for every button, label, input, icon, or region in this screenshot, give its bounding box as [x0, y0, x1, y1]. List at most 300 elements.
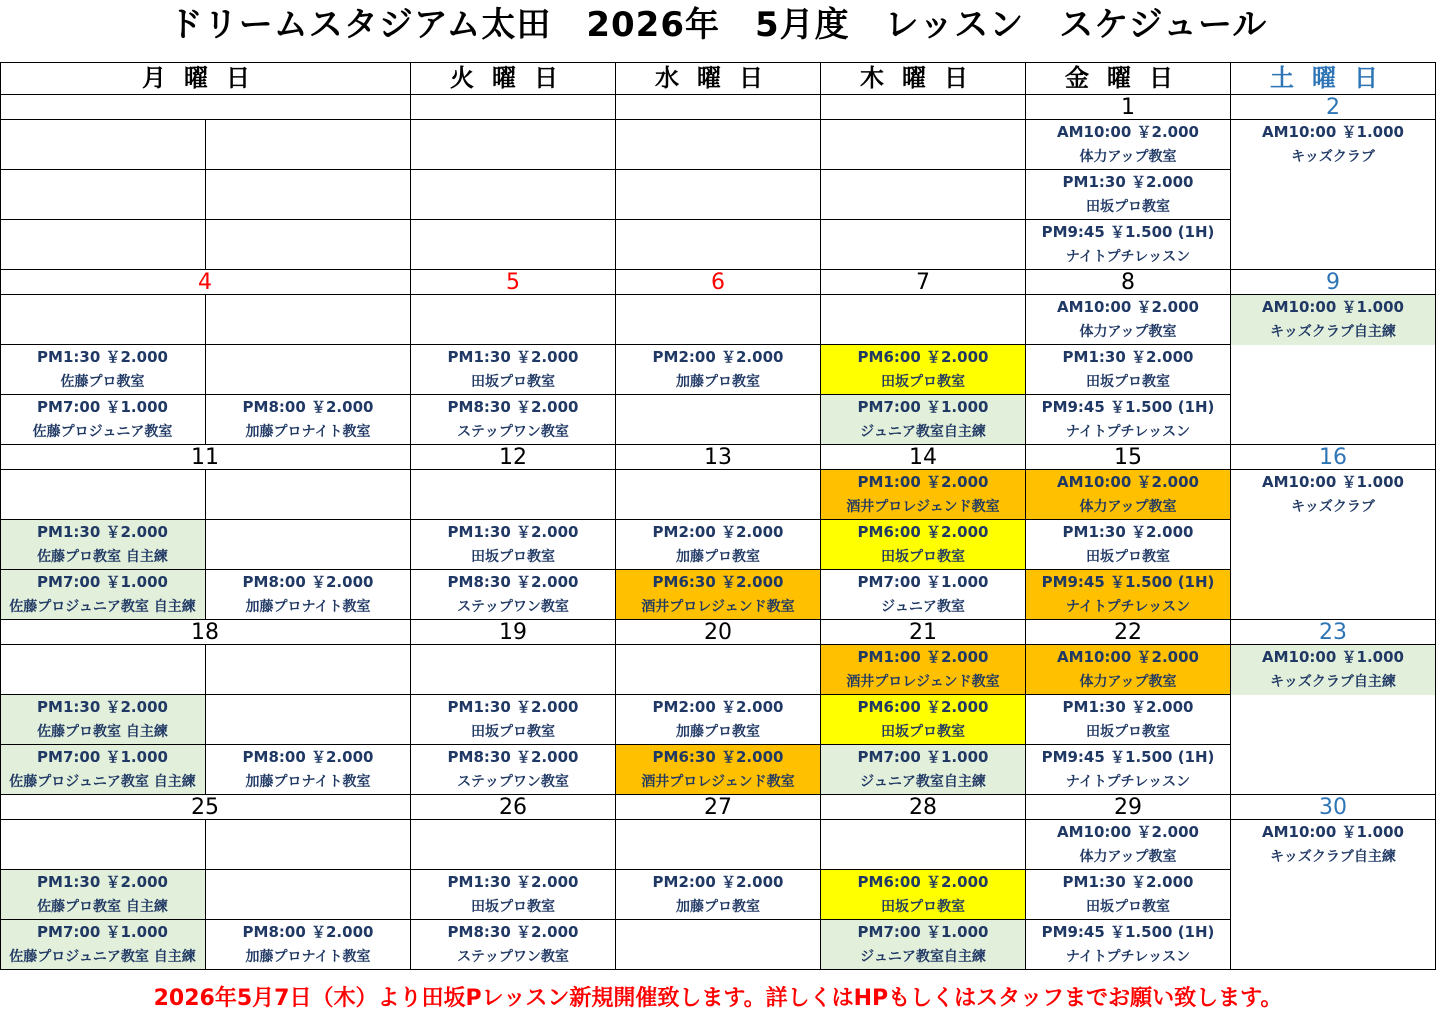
lesson-cell [616, 520, 821, 570]
lesson-name [0, 670, 205, 695]
lesson-cell [411, 345, 616, 395]
lesson-cell [1026, 570, 1231, 620]
lesson-name [206, 670, 410, 695]
lesson-cell [821, 570, 1026, 620]
lesson-name [206, 720, 410, 745]
lesson-time-price: AM10:00 ￥2.000 [1057, 648, 1199, 666]
lesson-name: キッズクラブ [1291, 499, 1375, 515]
lesson-time-price: AM10:00 ￥2.000 [1057, 823, 1199, 841]
lesson-name [821, 320, 1025, 345]
lesson-name [411, 195, 615, 220]
lesson-cell [616, 470, 821, 520]
lesson-cell [821, 345, 1026, 395]
lesson-name [206, 145, 410, 170]
lesson-name: 佐藤プロ教室 [60, 374, 145, 390]
lesson-name [0, 195, 205, 220]
lesson-cell [821, 220, 1026, 270]
lesson-name: 酒井プロレジェンド教室 [641, 774, 795, 790]
page-title: ドリームスタジアム太田 2026年 5月度 レッスン スケジュール [168, 5, 1268, 45]
lesson-name: 佐藤プロ教室 自主練 [37, 899, 168, 915]
weekday-header-3: 木曜日 [821, 62, 1026, 95]
lesson-name: ナイトプチレッスン [1065, 249, 1191, 265]
lesson-time-price: PM1:30 ￥2.000 [1062, 173, 1194, 191]
lesson-cell [616, 920, 821, 970]
lesson-cell [0, 120, 206, 170]
lesson-name: ナイトプチレッスン [1065, 599, 1191, 615]
lesson-time-price [1231, 345, 1435, 370]
lesson-time-price [1231, 920, 1435, 945]
weekday-header-4: 金曜日 [1026, 62, 1231, 95]
lesson-cell [206, 920, 411, 970]
lesson-time-price [1231, 570, 1435, 595]
lesson-name: 加藤プロナイト教室 [245, 949, 371, 965]
lesson-cell [1026, 220, 1231, 270]
lesson-time-price [206, 695, 410, 720]
lesson-name: 佐藤プロ教室 自主練 [37, 724, 168, 740]
lesson-name [206, 895, 410, 920]
lesson-cell [1231, 870, 1436, 920]
lesson-time-price: PM7:00 ￥1.000 [857, 748, 989, 766]
lesson-time-price [411, 295, 615, 320]
lesson-time-price: PM7:00 ￥1.000 [37, 748, 168, 766]
lesson-time-price: PM1:30 ￥2.000 [1062, 698, 1194, 716]
lesson-time-price: PM9:45 ￥1.500 (1H) [1041, 748, 1215, 766]
lesson-time-price [0, 295, 205, 320]
lesson-cell [206, 295, 411, 345]
lesson-cell [616, 345, 821, 395]
lesson-name: ステップワン教室 [457, 949, 569, 965]
day-number: 27 [616, 795, 821, 820]
lesson-time-price: PM8:30 ￥2.000 [447, 748, 579, 766]
lesson-cell [1231, 220, 1436, 270]
lesson-cell [1231, 645, 1436, 695]
weekday-header-2: 水曜日 [616, 62, 821, 95]
day-number: 15 [1026, 445, 1231, 470]
lesson-name: 佐藤プロジュニア教室 自主練 [9, 774, 196, 790]
lesson-cell [0, 820, 206, 870]
lesson-cell [0, 295, 206, 345]
lesson-cell [0, 345, 206, 395]
lesson-name: 加藤プロ教室 [676, 374, 760, 390]
lesson-cell [616, 820, 821, 870]
lesson-name: ジュニア教室自主練 [860, 774, 986, 790]
lesson-time-price: AM10:00 ￥2.000 [1057, 298, 1199, 316]
lesson-cell [1231, 920, 1436, 970]
lesson-cell [0, 395, 206, 445]
lesson-name [1231, 370, 1435, 395]
lesson-cell [1026, 870, 1231, 920]
lesson-cell [616, 395, 821, 445]
day-number: 8 [1026, 270, 1231, 295]
lesson-time-price: AM10:00 ￥1.000 [1262, 648, 1404, 666]
lesson-cell [1231, 695, 1436, 745]
lesson-cell [616, 645, 821, 695]
lesson-name [206, 320, 410, 345]
lesson-cell [821, 695, 1026, 745]
lesson-cell [206, 820, 411, 870]
footer-notice: 2026年5月7日（木）より田坂Pレッスン新規開催致します。詳しくはHPもしくはスタッフまでお願い致します。 [153, 986, 1283, 1011]
lesson-name [206, 845, 410, 870]
lesson-time-price [616, 470, 820, 495]
lesson-cell [0, 170, 206, 220]
lesson-time-price: PM1:30 ￥2.000 [37, 698, 168, 716]
day-number [821, 95, 1026, 120]
lesson-time-price: PM1:30 ￥2.000 [447, 873, 579, 891]
lesson-name: ジュニア教室自主練 [860, 424, 986, 440]
lesson-time-price: AM10:00 ￥1.000 [1262, 298, 1404, 316]
lesson-time-price [616, 220, 820, 245]
lesson-time-price [411, 820, 615, 845]
lesson-time-price [616, 645, 820, 670]
lesson-time-price [0, 170, 205, 195]
lesson-name: ナイトプチレッスン [1065, 774, 1191, 790]
lesson-time-price: PM6:00 ￥2.000 [857, 348, 989, 366]
day-number: 5 [411, 270, 616, 295]
lesson-time-price [206, 345, 410, 370]
lesson-name [1231, 545, 1435, 570]
lesson-cell [0, 470, 206, 520]
lesson-cell [616, 220, 821, 270]
lesson-time-price [206, 170, 410, 195]
lesson-cell [1231, 820, 1436, 870]
lesson-name: 佐藤プロジュニア教室 [32, 424, 173, 440]
lesson-cell [616, 295, 821, 345]
lesson-cell [206, 470, 411, 520]
lesson-name: 加藤プロナイト教室 [245, 599, 371, 615]
lesson-time-price: PM8:30 ￥2.000 [447, 573, 579, 591]
lesson-name [821, 145, 1025, 170]
lesson-name [616, 670, 820, 695]
lesson-cell [411, 920, 616, 970]
lesson-cell [821, 820, 1026, 870]
lesson-name [411, 245, 615, 270]
lesson-cell [411, 820, 616, 870]
lesson-time-price: AM10:00 ￥2.000 [1057, 473, 1199, 491]
day-number: 18 [0, 620, 411, 645]
lesson-name: キッズクラブ自主練 [1270, 324, 1396, 340]
lesson-time-price [616, 395, 820, 420]
day-number: 11 [0, 445, 411, 470]
lesson-time-price: PM2:00 ￥2.000 [652, 873, 784, 891]
weekday-header-5: 土曜日 [1231, 62, 1436, 95]
lesson-cell [411, 470, 616, 520]
lesson-name: 田坂プロ教室 [471, 724, 555, 740]
lesson-cell [206, 645, 411, 695]
lesson-time-price [411, 470, 615, 495]
lesson-name: 田坂プロ教室 [1086, 199, 1170, 215]
lesson-name: ステップワン教室 [457, 774, 569, 790]
lesson-name [616, 245, 820, 270]
day-number: 7 [821, 270, 1026, 295]
lesson-name [0, 320, 205, 345]
day-number: 9 [1231, 270, 1436, 295]
lesson-time-price: PM7:00 ￥1.000 [37, 398, 168, 416]
lesson-name: キッズクラブ自主練 [1270, 674, 1396, 690]
lesson-time-price: PM7:00 ￥1.000 [857, 573, 989, 591]
lesson-name [411, 670, 615, 695]
lesson-time-price: PM1:30 ￥2.000 [37, 523, 168, 541]
lesson-cell [821, 120, 1026, 170]
lesson-time-price [821, 295, 1025, 320]
day-number: 21 [821, 620, 1026, 645]
lesson-cell [821, 645, 1026, 695]
lesson-name [411, 145, 615, 170]
lesson-cell [206, 695, 411, 745]
lesson-time-price [206, 520, 410, 545]
lesson-name [0, 495, 205, 520]
lesson-name: 体力アップ教室 [1079, 849, 1177, 865]
lesson-time-price [0, 820, 205, 845]
lesson-cell [206, 520, 411, 570]
lesson-name: 田坂プロ教室 [471, 549, 555, 565]
day-number [0, 95, 411, 120]
lesson-cell [1026, 345, 1231, 395]
lesson-name: 田坂プロ教室 [881, 724, 965, 740]
lesson-name: 体力アップ教室 [1079, 674, 1177, 690]
lesson-time-price: PM1:00 ￥2.000 [857, 473, 989, 491]
lesson-time-price [616, 920, 820, 945]
lesson-name: 田坂プロ教室 [881, 549, 965, 565]
day-number [616, 95, 821, 120]
lesson-time-price: PM9:45 ￥1.500 (1H) [1041, 573, 1215, 591]
lesson-name: 加藤プロナイト教室 [245, 424, 371, 440]
lesson-cell [206, 220, 411, 270]
lesson-name [411, 320, 615, 345]
grid-left-border [0, 62, 1, 970]
lesson-cell [1026, 170, 1231, 220]
lesson-time-price [1231, 745, 1435, 770]
lesson-time-price: PM7:00 ￥1.000 [37, 573, 168, 591]
lesson-name [616, 320, 820, 345]
lesson-cell [821, 870, 1026, 920]
lesson-cell [1231, 520, 1436, 570]
lesson-time-price: PM8:30 ￥2.000 [447, 923, 579, 941]
lesson-time-price [0, 120, 205, 145]
lesson-cell [821, 520, 1026, 570]
lesson-cell [411, 520, 616, 570]
day-number: 14 [821, 445, 1026, 470]
lesson-time-price [1231, 520, 1435, 545]
lesson-time-price: PM9:45 ￥1.500 (1H) [1041, 398, 1215, 416]
lesson-cell [0, 745, 206, 795]
lesson-time-price: PM1:30 ￥2.000 [1062, 873, 1194, 891]
lesson-name: 加藤プロ教室 [676, 549, 760, 565]
lesson-name [1231, 770, 1435, 795]
lesson-name [206, 370, 410, 395]
lesson-name: 田坂プロ教室 [1086, 899, 1170, 915]
lesson-time-price: PM8:00 ￥2.000 [242, 573, 374, 591]
lesson-name: 加藤プロ教室 [676, 724, 760, 740]
lesson-name [1231, 895, 1435, 920]
lesson-name [616, 420, 820, 445]
day-number: 1 [1026, 95, 1231, 120]
lesson-time-price [616, 170, 820, 195]
lesson-name [1231, 420, 1435, 445]
weekday-header-1: 火曜日 [411, 62, 616, 95]
lesson-name [616, 145, 820, 170]
lesson-time-price [1231, 220, 1435, 245]
lesson-name [1231, 595, 1435, 620]
lesson-time-price: PM9:45 ￥1.500 (1H) [1041, 923, 1215, 941]
lesson-name [821, 195, 1025, 220]
lesson-cell [206, 395, 411, 445]
lesson-time-price [821, 120, 1025, 145]
lesson-cell [1026, 470, 1231, 520]
day-number: 29 [1026, 795, 1231, 820]
lesson-name [206, 195, 410, 220]
lesson-time-price [0, 470, 205, 495]
lesson-cell [821, 745, 1026, 795]
lesson-time-price: PM1:30 ￥2.000 [447, 348, 579, 366]
lesson-name: ジュニア教室 [881, 599, 965, 615]
lesson-cell [1026, 745, 1231, 795]
lesson-name: 田坂プロ教室 [881, 374, 965, 390]
lesson-time-price [411, 120, 615, 145]
lesson-time-price: PM1:30 ￥2.000 [37, 873, 168, 891]
lesson-time-price [821, 170, 1025, 195]
lesson-cell [1231, 570, 1436, 620]
lesson-time-price: PM2:00 ￥2.000 [652, 698, 784, 716]
lesson-name [411, 845, 615, 870]
lesson-cell [206, 745, 411, 795]
lesson-time-price: PM8:00 ￥2.000 [242, 923, 374, 941]
lesson-cell [821, 295, 1026, 345]
day-number: 26 [411, 795, 616, 820]
lesson-name: 体力アップ教室 [1079, 499, 1177, 515]
lesson-time-price [0, 220, 205, 245]
lesson-cell [1231, 295, 1436, 345]
day-number: 13 [616, 445, 821, 470]
lesson-name: 酒井プロレジェンド教室 [641, 599, 795, 615]
lesson-time-price: PM1:30 ￥2.000 [37, 348, 168, 366]
lesson-cell [206, 345, 411, 395]
lesson-cell [616, 170, 821, 220]
lesson-name: ナイトプチレッスン [1065, 424, 1191, 440]
day-number [411, 95, 616, 120]
lesson-time-price: PM6:00 ￥2.000 [857, 873, 989, 891]
lesson-cell [0, 645, 206, 695]
lesson-name [821, 245, 1025, 270]
lesson-cell [616, 870, 821, 920]
day-number: 30 [1231, 795, 1436, 820]
lesson-cell [1231, 395, 1436, 445]
lesson-cell [206, 570, 411, 620]
lesson-cell [411, 745, 616, 795]
lesson-name [206, 245, 410, 270]
lesson-cell [1026, 820, 1231, 870]
lesson-name: キッズクラブ [1291, 149, 1375, 165]
grid-top-border [0, 62, 1436, 63]
lesson-time-price: PM6:30 ￥2.000 [652, 573, 784, 591]
lesson-name: 酒井プロレジェンド教室 [846, 499, 1000, 515]
lesson-name [616, 195, 820, 220]
lesson-name: ステップワン教室 [457, 424, 569, 440]
day-number: 12 [411, 445, 616, 470]
lesson-time-price [616, 120, 820, 145]
lesson-cell [1026, 520, 1231, 570]
day-number: 4 [0, 270, 411, 295]
lesson-cell [616, 695, 821, 745]
weekday-header-0: 月曜日 [0, 62, 411, 95]
lesson-cell [1231, 170, 1436, 220]
day-number: 23 [1231, 620, 1436, 645]
lesson-cell [206, 120, 411, 170]
lesson-cell [0, 220, 206, 270]
lesson-time-price: PM7:00 ￥1.000 [857, 923, 989, 941]
lesson-time-price [1231, 695, 1435, 720]
lesson-cell [1026, 120, 1231, 170]
lesson-cell [411, 220, 616, 270]
lesson-cell [616, 120, 821, 170]
lesson-cell [1231, 120, 1436, 170]
lesson-name: 体力アップ教室 [1079, 149, 1177, 165]
lesson-cell [0, 920, 206, 970]
lesson-name: 田坂プロ教室 [471, 374, 555, 390]
lesson-time-price [411, 220, 615, 245]
lesson-name [616, 945, 820, 970]
lesson-name [411, 495, 615, 520]
lesson-time-price [411, 170, 615, 195]
lesson-time-price [1231, 395, 1435, 420]
day-number: 19 [411, 620, 616, 645]
lesson-time-price: PM6:00 ￥2.000 [857, 523, 989, 541]
lesson-time-price [616, 295, 820, 320]
schedule-grid [0, 62, 1436, 970]
lesson-name: 佐藤プロジュニア教室 自主練 [9, 949, 196, 965]
lesson-time-price [206, 645, 410, 670]
lesson-name: 田坂プロ教室 [1086, 724, 1170, 740]
lesson-cell [1026, 920, 1231, 970]
lesson-time-price: PM1:30 ￥2.000 [1062, 348, 1194, 366]
lesson-name: キッズクラブ自主練 [1270, 849, 1396, 865]
lesson-time-price [206, 295, 410, 320]
lesson-time-price: PM6:30 ￥2.000 [652, 748, 784, 766]
lesson-time-price [206, 220, 410, 245]
lesson-cell [206, 170, 411, 220]
lesson-name [206, 545, 410, 570]
day-number: 22 [1026, 620, 1231, 645]
lesson-time-price: AM10:00 ￥1.000 [1262, 823, 1404, 841]
lesson-cell [206, 870, 411, 920]
lesson-time-price: PM2:00 ￥2.000 [652, 523, 784, 541]
lesson-time-price: PM1:30 ￥2.000 [447, 523, 579, 541]
lesson-cell [0, 520, 206, 570]
lesson-cell [1026, 695, 1231, 745]
lesson-name: 佐藤プロジュニア教室 自主練 [9, 599, 196, 615]
lesson-name [821, 845, 1025, 870]
lesson-cell [616, 745, 821, 795]
lesson-cell [821, 395, 1026, 445]
lesson-name [1231, 195, 1435, 220]
lesson-cell [0, 695, 206, 745]
day-number: 25 [0, 795, 411, 820]
lesson-cell [821, 170, 1026, 220]
lesson-name: 酒井プロレジェンド教室 [846, 674, 1000, 690]
lesson-name: 加藤プロナイト教室 [245, 774, 371, 790]
lesson-time-price: PM8:00 ￥2.000 [242, 398, 374, 416]
lesson-name: 佐藤プロ教室 自主練 [37, 549, 168, 565]
lesson-time-price: PM8:30 ￥2.000 [447, 398, 579, 416]
lesson-name: 田坂プロ教室 [881, 899, 965, 915]
lesson-cell [0, 870, 206, 920]
lesson-name [1231, 245, 1435, 270]
lesson-cell [0, 570, 206, 620]
lesson-cell [1231, 345, 1436, 395]
lesson-cell [1231, 745, 1436, 795]
day-number: 2 [1231, 95, 1436, 120]
lesson-name [1231, 720, 1435, 745]
lesson-time-price: PM6:00 ￥2.000 [857, 698, 989, 716]
